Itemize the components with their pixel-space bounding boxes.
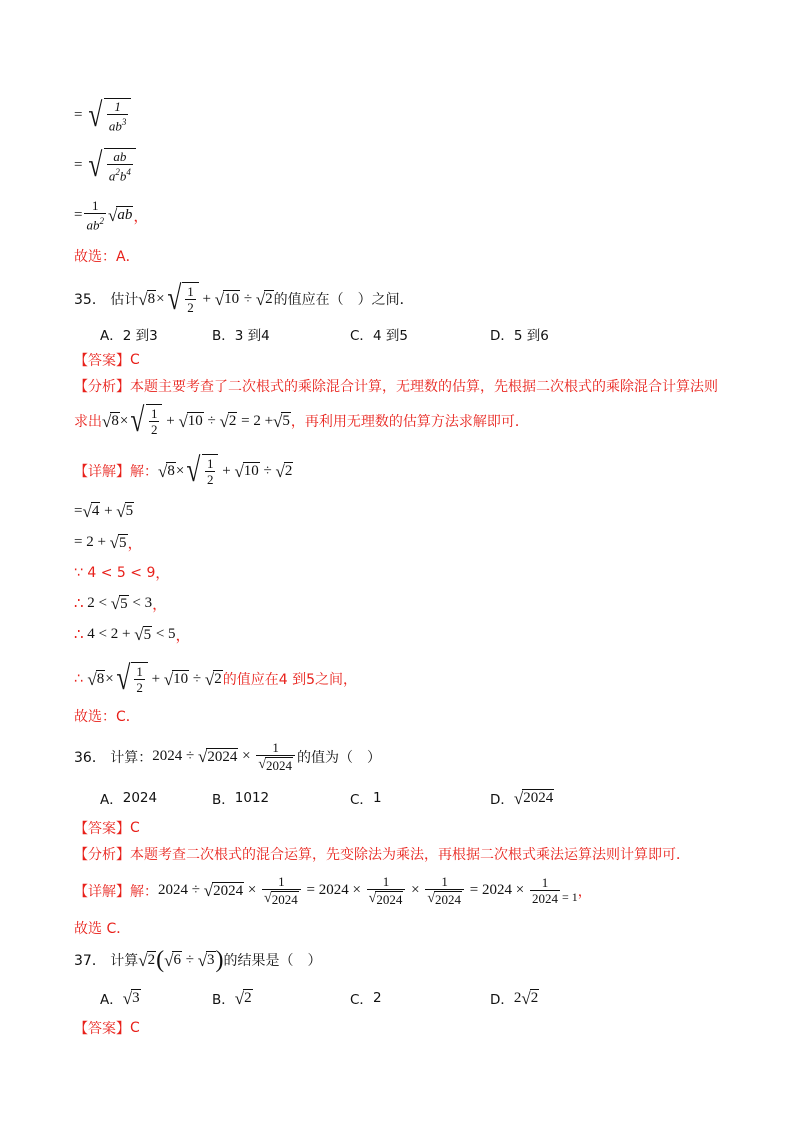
prev-step-3: = $\frac{1}{ab^2}$ √ ab ， bbox=[74, 198, 149, 233]
q35-options bbox=[100, 324, 549, 344]
q35-option-a: A． 2 到3 bbox=[100, 328, 158, 344]
q37-answer: 【答案】 C bbox=[74, 1020, 140, 1037]
q35-prompt: 35． 估计 √ 8 × √ $\frac{1}{2}$ + √ 10 ÷ √ 2 的值应在（ ）之间． bbox=[74, 280, 414, 317]
q37-option-d: D． 2 √ 2 bbox=[490, 988, 539, 1008]
therefore-icon: ∴ bbox=[74, 596, 84, 612]
q36-final: 故选 C． bbox=[74, 921, 131, 937]
q35-analysis-line1: 【分析】 本题主要考查了二次根式的乘除混合计算，无理数的估算，先根据二次根式的乘除混合计算法则 bbox=[74, 379, 718, 395]
prev-step-1: = √ $\frac{1}{ab^3}$ bbox=[74, 98, 131, 133]
q35-step-6: ∴ √ 8 × √ $\frac{1}{2}$ + √ 10 ÷ √ 2 的值应在4 到5之间， bbox=[74, 660, 358, 697]
q37-option-b: B． √ 2 bbox=[212, 988, 252, 1008]
therefore-icon: ∴ bbox=[74, 671, 83, 687]
q36-option-b: B． 1012 bbox=[212, 790, 270, 808]
sqrt-symbol: √ $\frac{1}{ab^3}$ bbox=[86, 98, 131, 133]
q36-detail: 【详解】 解： 2024 ÷ √ 2024 × 1 √ 2024 = 2024 × 1 √ 2024 × 1 √ 2024 = 2024 × $\frac{1}{2024}$ = 1 ， bbox=[74, 874, 592, 907]
prev-answer: 故选：A． bbox=[74, 249, 140, 265]
q35-answer: 【答案】 C bbox=[74, 352, 140, 369]
q35-detail: 【详解】 解： √ 8 × √ $\frac{1}{2}$ + √ 10 ÷ √ 2 bbox=[74, 452, 293, 489]
q35-analysis-line2: 求出 √ 8 × √ $\frac{1}{2}$ + √ 10 ÷ √ 2 = 2 + √ 5 ，再利用无理数的估算方法求解即可． bbox=[74, 402, 529, 439]
q37-options bbox=[100, 988, 539, 1008]
q35-option-c: C． 4 到5 bbox=[350, 328, 408, 344]
q36-prompt: 36． 计算： 2024 ÷ √ 2024 × 1 √ 2024 的值为（ ） bbox=[74, 740, 382, 773]
q35-step-2: = 2 + √ 5 ， bbox=[74, 533, 143, 552]
prev-step-2: = √ $\frac{ab}{a^2b^4}$ bbox=[74, 148, 136, 183]
q37-prompt: 37． 计算 √ 2 ( √ 6 ÷ √ 3 ) 的结果是（ ） bbox=[74, 947, 322, 973]
q36-option-c: C． 1 bbox=[350, 790, 382, 808]
q36-answer: 【答案】 C bbox=[74, 820, 140, 837]
q35-step-4: ∴ 2 < √ 5 < 3 ， bbox=[74, 594, 168, 613]
q36-option-d: D． √ 2024 bbox=[490, 788, 554, 808]
therefore-icon: ∴ bbox=[74, 627, 84, 643]
q36-option-a: A． 2024 bbox=[100, 790, 158, 808]
q37-option-c: C． 2 bbox=[350, 990, 382, 1008]
q36-options bbox=[100, 788, 554, 808]
q35-final: 故选：C． bbox=[74, 709, 140, 725]
q35-option-b: B． 3 到4 bbox=[212, 328, 270, 344]
sqrt-symbol: √ $\frac{ab}{a^2b^4}$ bbox=[86, 148, 136, 183]
q35-step-5: ∴ 4 < 2 + √ 5 < 5 ， bbox=[74, 625, 191, 644]
because-icon: ∵ bbox=[74, 565, 83, 581]
q35-option-d: D． 5 到6 bbox=[490, 328, 549, 344]
q36-analysis: 【分析】 本题考查二次根式的混合运算，先变除法为乘法，再根据二次根式乘法运算法则计算即可． bbox=[74, 847, 690, 863]
q35-step-3: ∵ 4 < 5 < 9 ， bbox=[74, 565, 170, 582]
q35-step-1: = √ 4 + √ 5 bbox=[74, 501, 134, 521]
q37-option-a: A． √ 3 bbox=[100, 988, 140, 1008]
